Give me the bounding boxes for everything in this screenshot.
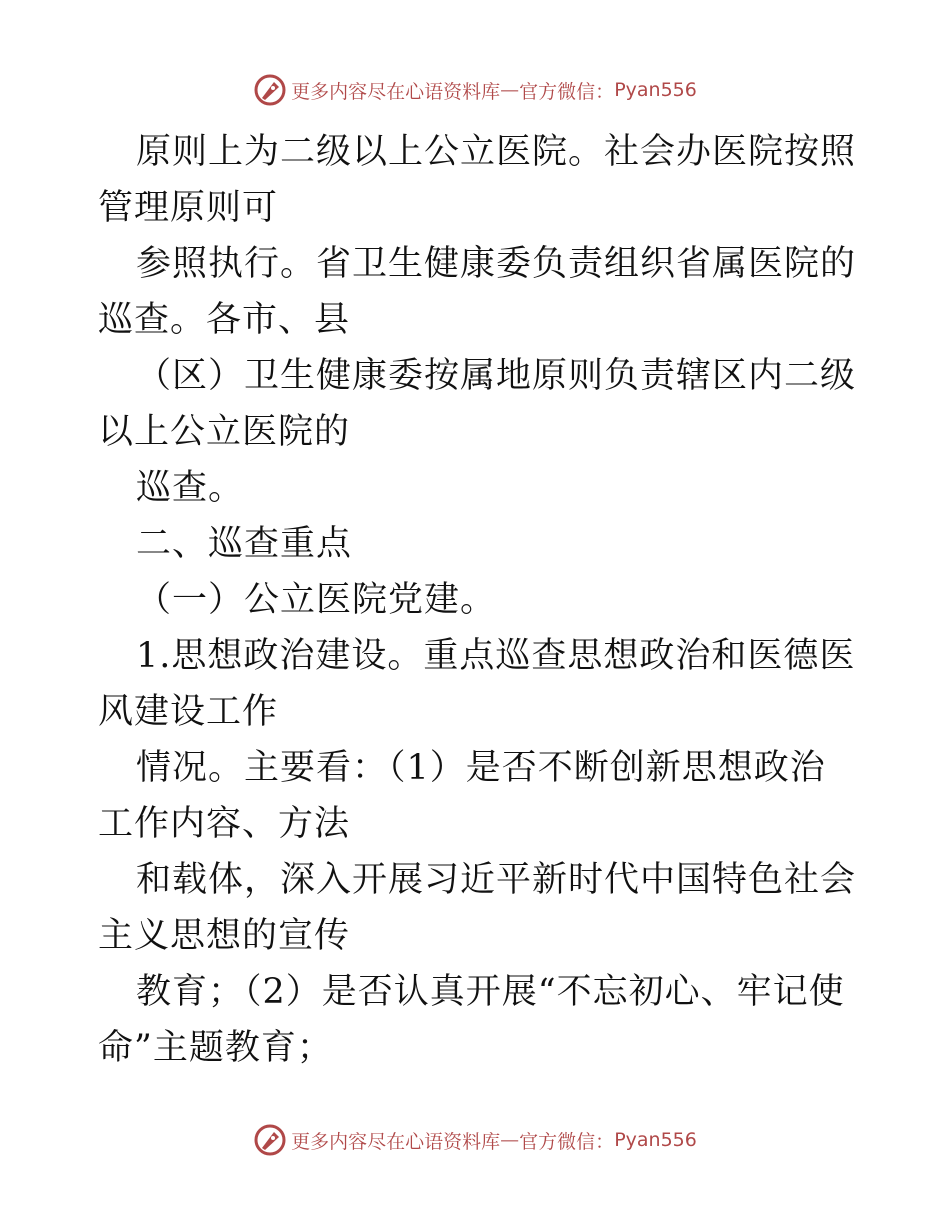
paragraph-line: 参照执行。省卫生健康委负责组织省属医院的巡查。各市、县: [98, 244, 857, 340]
banner-site-text: 更多内容尽在心语资料库: [291, 1130, 501, 1153]
paragraph-line: （区）卫生健康委按属地原则负责辖区内二级以上公立医院的: [98, 356, 857, 452]
pen-nib-circle-icon: [253, 1123, 287, 1157]
section-heading: 二、巡查重点: [136, 524, 353, 564]
banner-wechat-label: 官方微信：: [519, 1130, 615, 1153]
header-banner[interactable]: [0, 70, 950, 110]
pen-nib-circle-icon: [253, 73, 287, 107]
paragraph-line: 和载体，深入开展习近平新时代中国特色社会主义思想的宣传: [98, 860, 857, 956]
paragraph-line: 教育；（2）是否认真开展“不忘初心、牢记使命”主题教育；: [98, 972, 845, 1068]
banner-separator: —: [500, 79, 520, 101]
paragraph-line: 情况。主要看：（1）是否不断创新思想政治工作内容、方法: [98, 748, 826, 844]
subsection-heading: （一）公立医院党建。: [136, 580, 497, 620]
footer-banner[interactable]: [0, 1120, 950, 1160]
banner-wechat-id: Pyan556: [614, 79, 697, 101]
document-body: [98, 124, 858, 1076]
banner-wechat-label: 官方微信：: [519, 80, 615, 103]
paragraph-line: 1.思想政治建设。重点巡查思想政治和医德医风建设工作: [98, 636, 856, 732]
paragraph-line: 原则上为二级以上公立医院。社会办医院按照管理原则可: [98, 132, 857, 228]
banner-site-text: 更多内容尽在心语资料库: [291, 80, 501, 103]
paragraph-line: 巡查。: [136, 468, 245, 508]
banner-separator: —: [500, 1129, 520, 1151]
banner-wechat-id: Pyan556: [614, 1129, 697, 1151]
